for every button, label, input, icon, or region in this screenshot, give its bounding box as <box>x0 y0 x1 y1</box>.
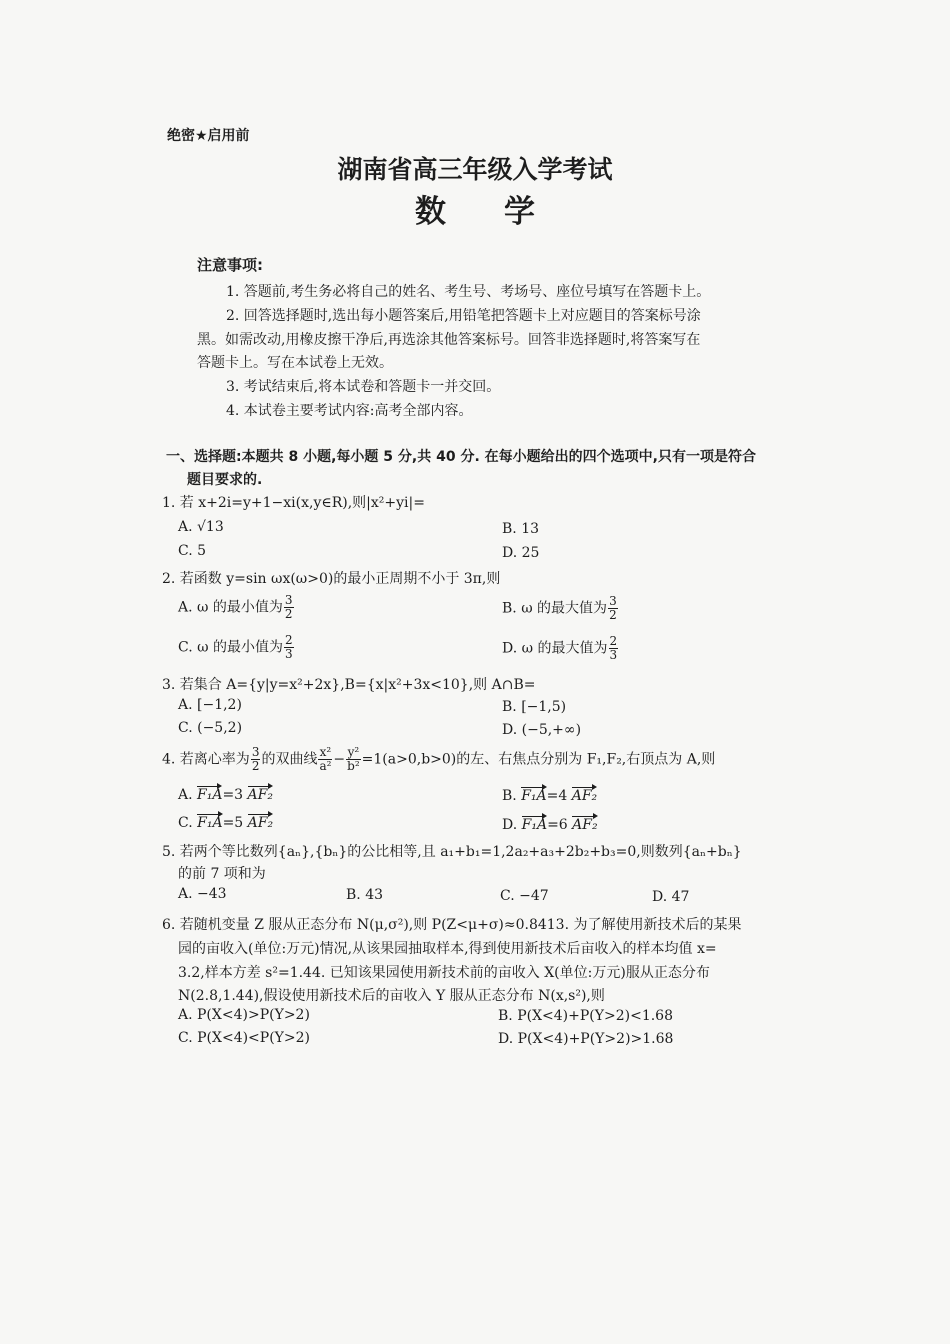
q6-option-b: B. P(X<4)+P(Y>2)<1.68 <box>498 1008 673 1024</box>
fraction <box>284 594 294 621</box>
vector-f1a: F₁A <box>521 785 546 804</box>
q4-stem-part-2: 的双曲线 <box>261 751 318 768</box>
q2-option-a <box>178 594 295 621</box>
vector-f1a: F₁A <box>522 814 547 833</box>
denominator: 2 <box>284 607 293 621</box>
numerator: 3 <box>284 593 293 607</box>
q5-stem-line-2: 的前 7 项和为 <box>178 866 266 882</box>
y-fraction <box>346 746 361 773</box>
q4-stem-part-1: 4. 若离心率为 <box>162 751 250 768</box>
note-4: 4. 本试卷主要考试内容:高考全部内容。 <box>226 403 473 419</box>
numerator: x² <box>319 745 332 759</box>
exam-title: 湖南省高三年级入学考试 <box>337 155 613 184</box>
q5-option-a: A. −43 <box>178 886 227 902</box>
option-multiplier: =5 <box>222 815 244 831</box>
notes-heading: 注意事项: <box>197 256 263 274</box>
denominator: 3 <box>284 647 293 661</box>
denominator: a² <box>319 759 332 773</box>
denominator: 3 <box>609 648 618 662</box>
fraction <box>284 634 294 661</box>
q6-option-c: C. P(X<4)<P(Y>2) <box>178 1030 311 1046</box>
section-heading-line-2: 题目要求的. <box>187 472 263 488</box>
q4-option-b <box>502 785 597 804</box>
section-heading-line-1: 一、选择题:本题共 8 小题,每小题 5 分,共 40 分. 在每小题给出的四个选项中,只有一项是符合 <box>166 449 756 465</box>
note-2-line-1: 2. 回答选择题时,选出每小题答案后,用铅笔把答题卡上对应题目的答案标号涂 <box>226 308 701 324</box>
q5-option-d: D. 47 <box>652 889 690 905</box>
option-letter: D. <box>502 817 518 833</box>
numerator: y² <box>347 745 360 759</box>
vector-af2: AF₂ <box>572 814 597 833</box>
option-letter: B. <box>502 788 517 804</box>
q5-stem-line-1: 5. 若两个等比数列{aₙ},{bₙ}的公比相等,且 a₁+b₁=1,2a₂+a₃+2b₂+b₃=0,则数列{aₙ+bₙ} <box>162 844 742 860</box>
numerator: 2 <box>609 634 618 648</box>
note-3: 3. 考试结束后,将本试卷和答题卡一并交回。 <box>226 379 501 395</box>
numerator: 3 <box>609 594 617 608</box>
q6-stem-line-2: 园的亩收入(单位:万元)情况,从该果园抽取样本,得到使用新技术后亩收入的样本均值 x= <box>178 941 717 957</box>
q2-option-a-text: A. ω 的最小值为 <box>178 599 283 616</box>
option-multiplier: =6 <box>547 817 568 833</box>
numerator: 2 <box>284 633 293 647</box>
q2-option-b-text: B. ω 的最大值为 <box>502 600 608 617</box>
q1-option-c: C. 5 <box>178 543 207 559</box>
vector-af2: AF₂ <box>572 785 597 804</box>
option-letter: A. <box>178 787 193 803</box>
option-multiplier: =3 <box>222 787 244 803</box>
q4-option-d <box>502 814 598 833</box>
vector-f1a: F₁A <box>197 812 222 831</box>
q6-option-d: D. P(X<4)+P(Y>2)>1.68 <box>498 1031 674 1047</box>
q4-option-a <box>178 784 273 803</box>
q1-option-b: B. 13 <box>502 521 540 537</box>
q2-option-b <box>502 595 619 622</box>
q3-option-d: D. (−5,+∞) <box>502 722 582 738</box>
denominator: b² <box>347 759 360 773</box>
subject-title: 数学 <box>415 194 593 230</box>
q1-stem: 1. 若 x+2i=y+1−xi(x,y∈R),则|x²+yi|= <box>162 495 425 511</box>
vector-f1a: F₁A <box>197 784 222 803</box>
option-multiplier: =4 <box>546 788 568 804</box>
q1-option-d: D. 25 <box>502 545 540 561</box>
q2-option-c <box>178 634 295 661</box>
vector-af2: AF₂ <box>248 784 273 803</box>
fraction <box>609 635 619 662</box>
numerator: 3 <box>251 745 260 759</box>
q4-stem <box>162 746 715 773</box>
q3-stem: 3. 若集合 A={y|y=x²+2x},B={x|x²+3x<10},则 A∩B= <box>162 677 536 693</box>
q1-option-a: A. √13 <box>178 519 224 535</box>
q2-option-d <box>502 635 619 662</box>
q2-stem: 2. 若函数 y=sin ωx(ω>0)的最小正周期不小于 3π,则 <box>162 571 501 587</box>
q6-stem-line-3: 3.2,样本方差 s²=1.44. 已知该果园使用新技术前的亩收入 X(单位:万元)服从正态分布 <box>178 965 710 981</box>
q3-option-b: B. [−1,5) <box>502 699 567 715</box>
note-2-line-2: 黑。如需改动,用橡皮擦干净后,再选涂其他答案标号。回答非选择题时,将答案写在 <box>197 332 701 348</box>
vector-af2: AF₂ <box>248 812 273 831</box>
q5-option-c: C. −47 <box>500 888 549 904</box>
q2-option-c-text: C. ω 的最小值为 <box>178 639 283 656</box>
denominator: 2 <box>609 608 617 622</box>
q2-option-d-text: D. ω 的最大值为 <box>502 640 608 657</box>
q4-stem-part-3: =1(a>0,b>0)的左、右焦点分别为 F₁,F₂,右顶点为 A,则 <box>361 751 716 768</box>
q6-stem-line-4: N(2.8,1.44),假设使用新技术后的亩收入 Y 服从正态分布 N(x,s²),则 <box>178 988 605 1004</box>
minus-sign: − <box>333 751 346 768</box>
option-letter: C. <box>178 815 193 831</box>
x-fraction <box>318 746 332 773</box>
note-2-line-3: 答题卡上。写在本试卷上无效。 <box>197 355 393 371</box>
denominator: 2 <box>251 759 260 773</box>
q6-option-a: A. P(X<4)>P(Y>2) <box>178 1007 310 1023</box>
confidential-label: 绝密★启用前 <box>167 128 250 144</box>
q5-option-b: B. 43 <box>346 887 384 903</box>
note-1: 1. 答题前,考生务必将自己的姓名、考生号、考场号、座位号填写在答题卡上。 <box>226 284 711 300</box>
eccentricity-fraction <box>251 746 261 773</box>
q3-option-a: A. [−1,2) <box>178 697 242 713</box>
q3-option-c: C. (−5,2) <box>178 720 243 736</box>
q6-stem-line-1: 6. 若随机变量 Z 服从正态分布 N(μ,σ²),则 P(Z<μ+σ)≈0.8413. 为了解使用新技术后的某果 <box>162 917 742 933</box>
q4-option-c <box>178 812 273 831</box>
fraction <box>608 595 618 622</box>
